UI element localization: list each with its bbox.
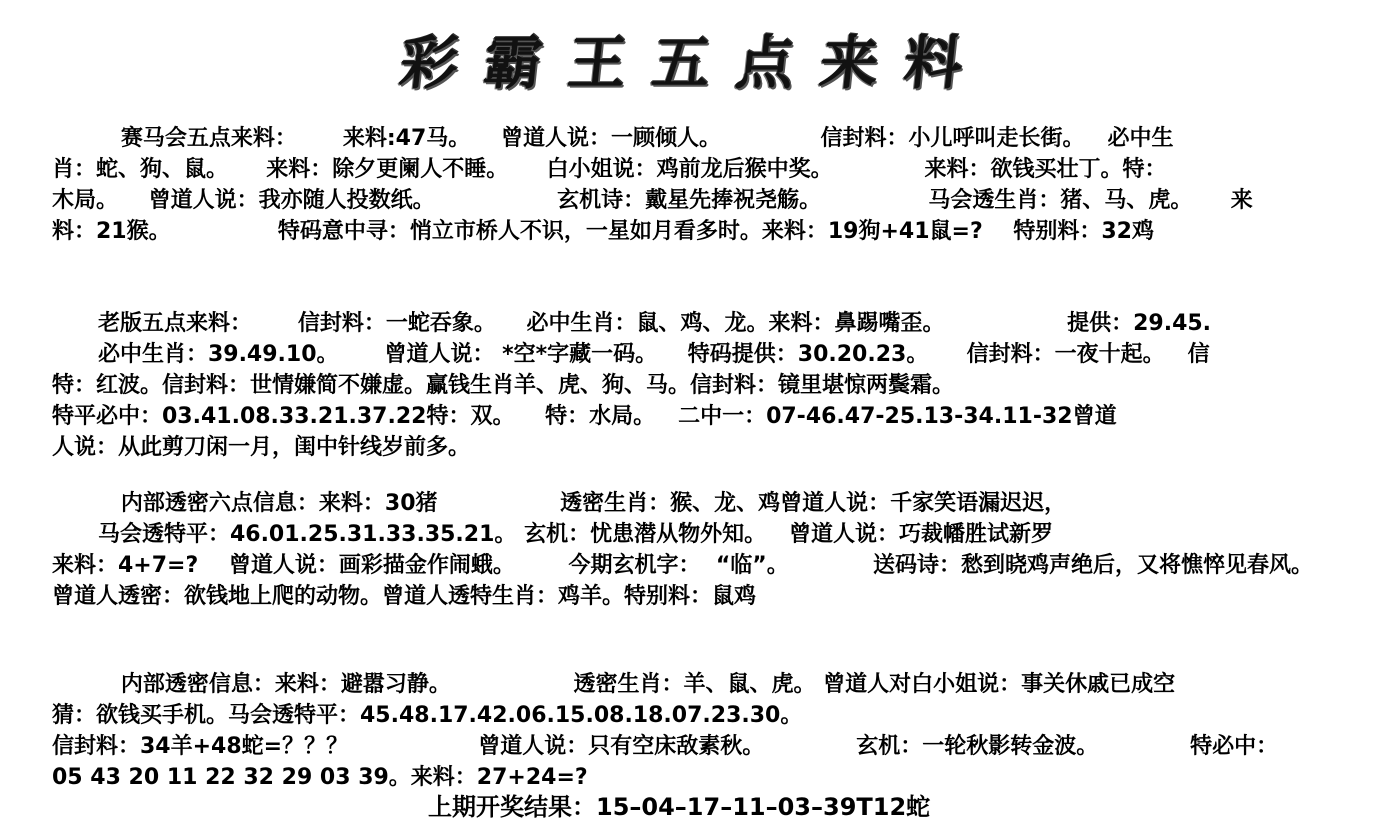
s2-line-1: 老版五点来料： 信封料：一蛇吞象。 必中生肖：鼠、鸡、龙。来料：鼻踢嘴歪。 提供：29.45. [52, 311, 1212, 336]
s3-line-1: 内部透密六点信息：来料：30猪 透密生肖：猴、龙、鸡曾道人说：千家笑语漏迟迟， [52, 491, 1067, 516]
s2-line-4: 特平必中：03.41.08.33.21.37.22特：双。 特：水局。 二中一：07-46.47-25.13-34.11-32曾道 [52, 404, 1117, 429]
s1-line-2: 肖：蛇、狗、鼠。 来料：除夕更阑人不睡。 白小姐说：鸡前龙后猴中奖。 来料：欲钱买壮丁。特： [52, 157, 1167, 182]
s3-line-3: 来料：4+7=? 曾道人说：画彩描金作闹蛾。 今期玄机字： “临”。 送码诗：愁到晓鸡声绝后，又将憔悴见春风。 [52, 553, 1313, 578]
s4-line-3: 信封料：34羊+48蛇=？？？ 曾道人说：只有空床敌素秋。 玄机：一轮秋影转金波。 特必中： [52, 734, 1279, 759]
s3-line-4: 曾道人透密：欲钱地上爬的动物。曾道人透特生肖：鸡羊。特别料：鼠鸡 [52, 584, 757, 609]
s1-line-1: 赛马会五点来料： 来料:47马。 曾道人说：一顾倾人。 信封料：小儿呼叫走长街。 必中生 [52, 126, 1174, 151]
page-title: 彩霸王五点来料 [396, 29, 992, 97]
s1-line-3: 木局。 曾道人说：我亦随人投数纸。 玄机诗：戴星先捧祝尧觞。 马会透生肖：猪、马、虎。 来 [52, 188, 1253, 213]
last-draw-result: 上期开奖结果：15–04–17–11–03–39T12蛇 [428, 793, 931, 821]
s4-line-1: 内部透密信息：来料：避嚣习静。 透密生肖：羊、鼠、虎。 曾道人对白小姐说：事关休戚已成空 [52, 672, 1176, 697]
s1-line-4: 料：21猴。 特码意中寻：悄立市桥人不识，一星如月看多时。来料：19狗+41鼠=? 特别料：32鸡 [52, 219, 1154, 244]
s2-line-2: 必中生肖：39.49.10。 曾道人说： *空*字藏一码。 特码提供：30.20.23。 信封料：一夜十起。 信 [52, 342, 1210, 367]
s3-line-2: 马会透特平：46.01.25.31.33.35.21。 玄机：忧患潜从物外知。 曾道人说：巧裁幡胜试新罗 [52, 522, 1054, 547]
s4-line-4: 05 43 20 11 22 32 29 03 39。来料：27+24=? [52, 765, 588, 790]
s4-line-2: 猜：欲钱买手机。马会透特平：45.48.17.42.06.15.08.18.07.23.30。 [52, 703, 803, 728]
s2-line-3: 特：红波。信封料：世情嫌简不嫌虚。赢钱生肖羊、虎、狗、马。信封料：镜里堪惊两鬓霜。 [52, 373, 955, 398]
s2-line-5: 人说：从此剪刀闲一月，闺中针线岁前多。 [52, 435, 471, 460]
